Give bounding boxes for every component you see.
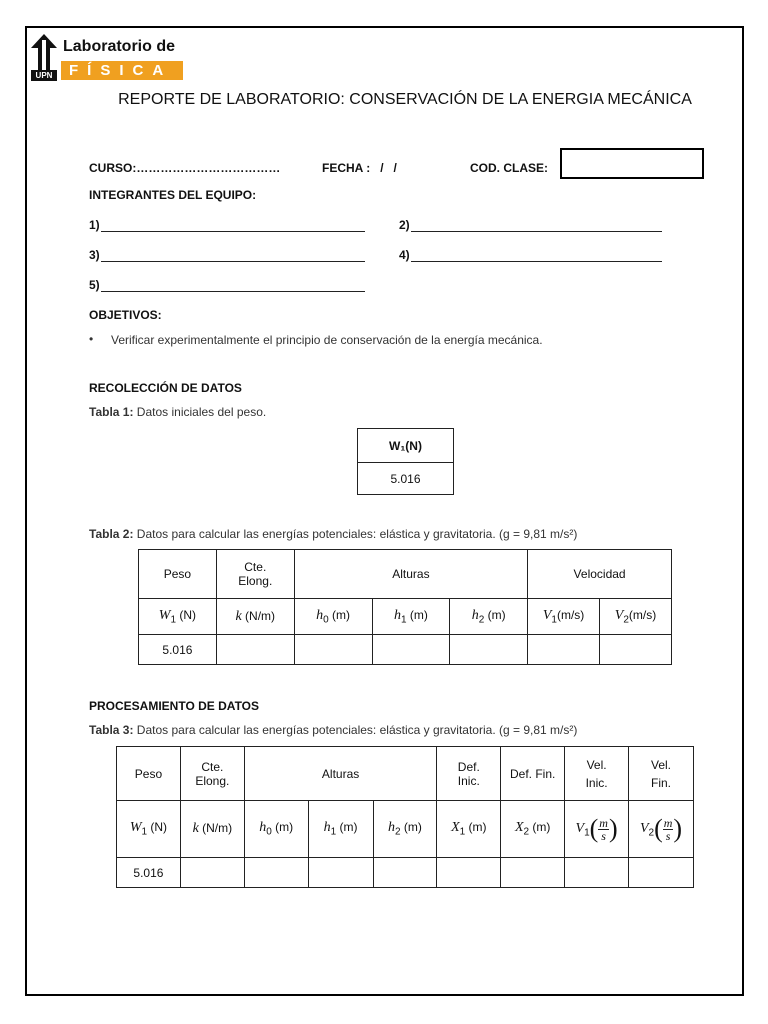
t2-h2-symbol: h (471, 607, 479, 623)
t3-peso-header: Peso (117, 747, 181, 801)
t3-v1-lparen: ( (589, 814, 599, 843)
t2-w1-unit-text: (N) (176, 607, 197, 622)
objetivo-item: Verificar experimentalmente el principio de conservación de la energía mecánica. (111, 333, 543, 347)
t2-v2-unit (600, 599, 672, 635)
t3-v2-symbol: V (639, 821, 649, 837)
member-5-input[interactable] (101, 291, 365, 292)
t2-h0-sub: 0 (323, 614, 329, 626)
t3-x2-sub: 2 (523, 826, 530, 838)
member-3-label: 3) (89, 248, 100, 262)
t2-w1-unit (139, 599, 217, 635)
t2-v1-value[interactable] (528, 635, 600, 665)
t2-k-unit-text: (N/m) (241, 608, 276, 623)
t3-h0-sub: 0 (266, 826, 272, 838)
t3-h0-unit-text: (m) (271, 820, 294, 835)
t3-k-unit-text: (N/m) (198, 821, 233, 835)
t3-h2-symbol: h (388, 820, 395, 836)
t3-v1-value[interactable] (565, 858, 629, 888)
t2-h2-sub: 2 (478, 614, 485, 626)
t2-h0-unit (294, 599, 372, 635)
tabla3-label: Tabla 3: (89, 723, 134, 737)
t3-v1-frac-den: s (601, 828, 606, 843)
t3-k-value[interactable] (180, 858, 244, 888)
procesamiento-heading: PROCESAMIENTO DE DATOS (89, 699, 260, 713)
t3-v2-frac-num: m (663, 815, 673, 830)
t3-h1-symbol: h (323, 820, 331, 836)
t3-h0-symbol: h (259, 820, 267, 836)
member-2-label: 2) (399, 218, 410, 232)
member-4-label: 4) (399, 248, 410, 262)
member-5-label: 5) (89, 278, 100, 292)
t3-vel-fin-line2: Fin. (651, 775, 672, 790)
t2-cte-text: Cte. (244, 560, 267, 574)
t3-h2-unit-text: (m) (400, 820, 422, 835)
t3-v1-sub: 1 (584, 827, 590, 839)
t2-k-symbol: k (235, 608, 242, 624)
t2-v1-symbol: V (542, 607, 552, 623)
t2-h1-value[interactable] (372, 635, 450, 665)
t2-v1-sub: 1 (551, 614, 557, 626)
tabla-3 (116, 746, 694, 888)
t3-k-symbol: k (192, 821, 199, 836)
member-3-input[interactable] (101, 261, 365, 262)
t3-x2-value[interactable] (501, 858, 565, 888)
t3-x2-symbol: X (514, 820, 524, 836)
t3-x2-unit (501, 801, 565, 858)
t3-h1-unit-text: (m) (336, 820, 358, 835)
t2-cte-header (216, 550, 294, 599)
t3-vel-fin-header (629, 747, 694, 801)
t2-v2-sub: 2 (623, 614, 629, 626)
member-2-input[interactable] (411, 231, 662, 232)
logo-upn-text: UPN (31, 70, 57, 81)
t3-h1-unit (308, 801, 373, 858)
t2-peso-header: Peso (139, 550, 217, 599)
t3-peso-value[interactable]: 5.016 (117, 858, 181, 888)
t2-v2-unit-text: (m/s) (628, 607, 657, 622)
t3-x2-unit-text: (m) (529, 820, 551, 835)
logo-fisica-text: FÍSICA (61, 61, 183, 80)
t3-x1-symbol: X (451, 820, 460, 836)
t3-v2-value[interactable] (629, 858, 694, 888)
t2-h2-unit (450, 599, 528, 635)
t3-vel-fin-line1: Vel. (651, 757, 672, 772)
tabla1-caption (89, 405, 266, 419)
t2-w1-symbol: W (158, 607, 171, 623)
fecha-field[interactable]: FECHA : / / (322, 161, 397, 175)
objetivo-bullet: • (89, 332, 94, 346)
t2-h1-unit-text: (m) (406, 607, 428, 622)
t3-v2-unit (629, 801, 694, 858)
t3-v1-fraction (598, 817, 609, 842)
member-4-input[interactable] (411, 261, 662, 262)
t3-h1-sub: 1 (330, 826, 337, 838)
tabla3-caption (89, 723, 577, 737)
cod-clase-input[interactable] (560, 148, 704, 179)
tabla-1 (357, 428, 454, 495)
member-1-input[interactable] (101, 231, 365, 232)
t3-h2-value[interactable] (373, 858, 437, 888)
integrantes-heading: INTEGRANTES DEL EQUIPO: (89, 188, 257, 202)
tabla2-label: Tabla 2: (89, 527, 134, 541)
logo-lab-text: Laboratorio de (63, 38, 176, 55)
t3-x1-sub: 1 (459, 826, 466, 838)
tabla2-caption (89, 527, 577, 541)
t3-vel-inic-line2: Inic. (585, 775, 608, 790)
t3-cte-header (180, 747, 244, 801)
tabla2-caption-text: Datos para calcular las energías potenciales: elástica y gravitatoria. (g = 9,81 m/s²) (133, 527, 578, 541)
t2-h2-value[interactable] (450, 635, 528, 665)
tabla3-caption-text: Datos para calcular las energías potenciales: elástica y gravitatoria. (g = 9,81 m/s²) (133, 723, 578, 737)
t3-def-inic-line2: Inic. (457, 773, 480, 788)
t3-def-fin-header: Def. Fin. (501, 747, 565, 801)
t2-h1-symbol: h (393, 607, 401, 623)
t2-v2-value[interactable] (600, 635, 672, 665)
t3-elong-text: Elong. (195, 773, 230, 788)
t3-def-inic-line1: Def. (457, 759, 480, 774)
t3-def-inic-header (437, 747, 501, 801)
t2-h0-unit-text: (m) (328, 607, 351, 622)
recoleccion-heading: RECOLECCIÓN DE DATOS (89, 381, 242, 395)
page-title: REPORTE DE LABORATORIO: CONSERVACIÓN DE LA ENERGIA MECÁNICA (118, 91, 692, 108)
tabla1-value-w1[interactable]: 5.016 (358, 463, 454, 495)
t2-velocidad-header: Velocidad (528, 550, 672, 599)
t3-x1-unit (437, 801, 501, 858)
t2-w1-sub: 1 (170, 614, 177, 626)
t3-vel-inic-header (565, 747, 629, 801)
t3-h0-unit (244, 801, 308, 858)
curso-field[interactable]: CURSO:……………………………… (89, 161, 281, 175)
t2-k-value[interactable] (216, 635, 294, 665)
member-1-label: 1) (89, 218, 100, 232)
t3-cte-text: Cte. (201, 759, 224, 774)
t3-vel-inic-line1: Vel. (586, 757, 607, 772)
t3-h2-sub: 2 (395, 826, 401, 838)
t2-k-unit (216, 599, 294, 635)
t3-v2-lparen: ( (654, 814, 663, 843)
t3-v1-unit (565, 801, 629, 858)
t3-v2-rparen: ) (673, 814, 683, 843)
t2-elong-text: Elong. (238, 574, 273, 588)
t2-peso-value[interactable]: 5.016 (139, 635, 217, 665)
t3-v1-rparen: ) (608, 814, 618, 843)
cod-clase-label: COD. CLASE: (470, 161, 548, 175)
t3-v1-frac-num: m (599, 815, 608, 830)
t3-h2-unit (373, 801, 437, 858)
t2-h1-sub: 1 (400, 614, 407, 626)
objetivos-heading: OBJETIVOS: (89, 308, 162, 322)
upn-arrow-logo-icon (31, 34, 57, 70)
tabla1-header-w1: W₁(N) (358, 429, 454, 463)
t3-h1-value[interactable] (308, 858, 373, 888)
t3-alturas-header: Alturas (244, 747, 437, 801)
t3-x1-value[interactable] (437, 858, 501, 888)
t2-alturas-header: Alturas (294, 550, 527, 599)
t3-v2-frac-den: s (665, 828, 671, 843)
tabla-2 (138, 549, 672, 665)
t2-h2-unit-text: (m) (484, 607, 506, 622)
t2-v1-unit-text: (m/s) (556, 607, 585, 622)
t3-w1-unit-text: (N) (147, 820, 168, 835)
t3-v2-fraction (663, 817, 674, 842)
t3-h0-value[interactable] (244, 858, 308, 888)
t3-w1-sub: 1 (141, 826, 148, 838)
t3-w1-symbol: W (129, 820, 142, 836)
t2-v1-unit (528, 599, 600, 635)
tabla1-label: Tabla 1: (89, 405, 134, 419)
t2-h0-value[interactable] (294, 635, 372, 665)
t3-w1-unit (117, 801, 181, 858)
t2-v2-symbol: V (614, 607, 624, 623)
t3-x1-unit-text: (m) (465, 820, 487, 835)
tabla1-caption-text: Datos iniciales del peso. (133, 405, 267, 419)
t3-v1-symbol: V (575, 821, 585, 837)
t2-h1-unit (372, 599, 450, 635)
t3-v2-sub: 2 (648, 827, 655, 839)
t2-h0-symbol: h (316, 607, 324, 623)
t3-k-unit (180, 801, 244, 858)
